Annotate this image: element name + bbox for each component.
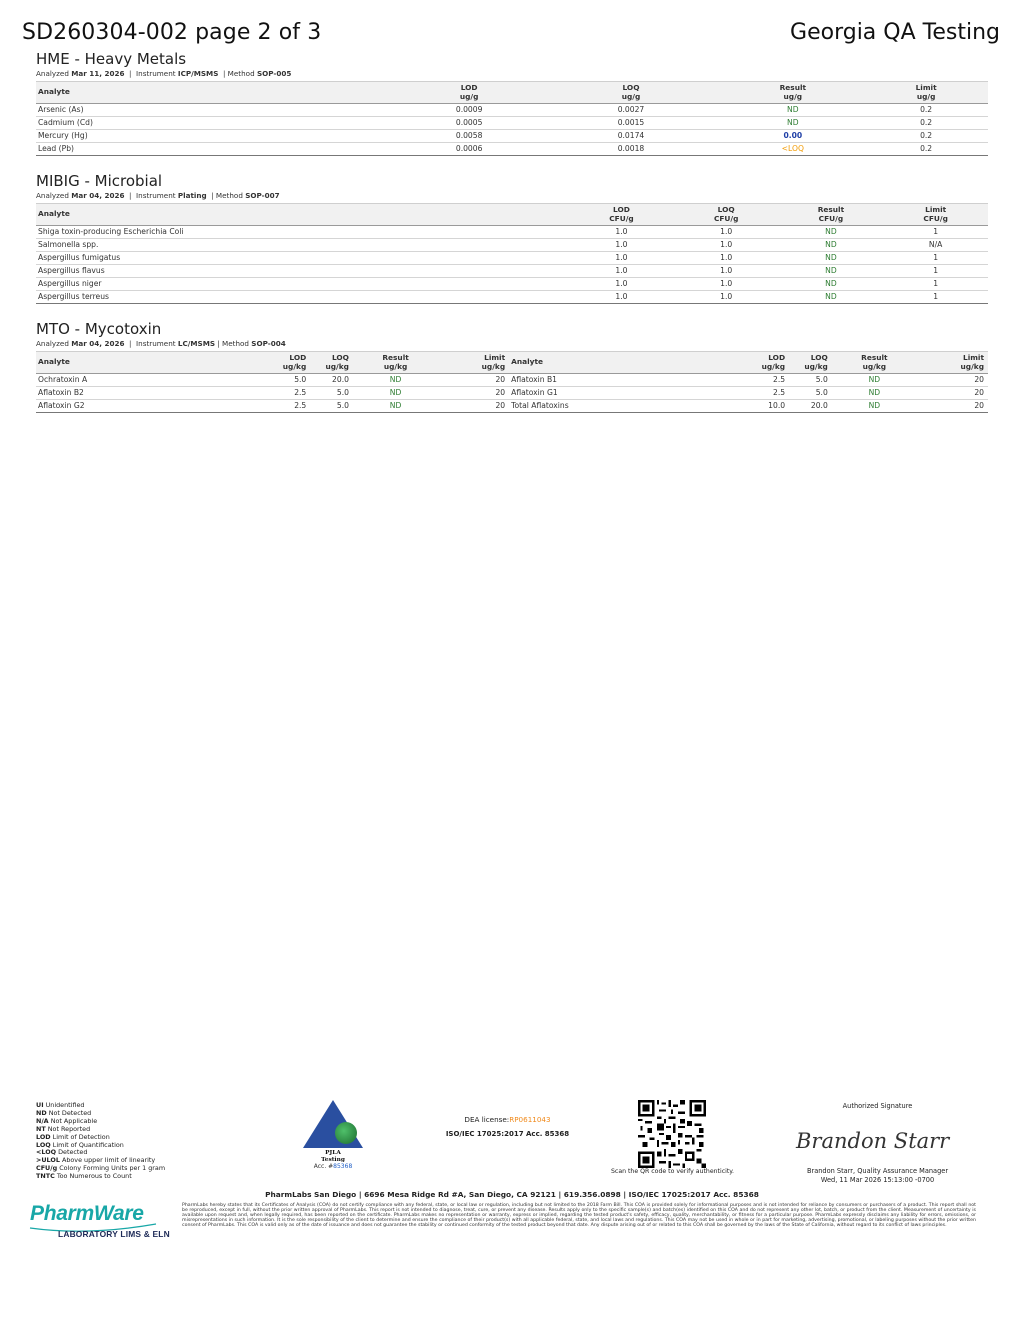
method-label: Method [222, 339, 249, 348]
col-limit: Limit ug/kg [960, 353, 984, 371]
limit-value: 1 [933, 292, 939, 301]
instrument-label: Instrument [136, 191, 176, 200]
dea-license: DEA license:RP0611043 [464, 1115, 551, 1124]
section-title: HME - Heavy Metals [36, 50, 187, 68]
col-result: Result ug/kg [382, 353, 409, 371]
pjla-triangle-icon [303, 1100, 363, 1148]
analyzed-label: Analyzed [36, 69, 69, 78]
col-lod: LOD CFU/g [609, 205, 634, 223]
analyte-name: Aspergillus fumigatus [38, 253, 121, 262]
method: SOP-007 [245, 191, 280, 200]
abbreviation-legend [36, 1102, 165, 1181]
section-meta: Analyzed Mar 11, 2026 | Instrument ICP/MSMS | Method SOP-005 [36, 69, 292, 78]
signature-glyphs: Brandon Starr [796, 1129, 950, 1153]
loq-value: 5.0 [336, 388, 349, 397]
loq-value: 5.0 [336, 401, 349, 410]
limit-value: 20 [495, 388, 506, 397]
limit-value: 20 [495, 401, 506, 410]
table-row [36, 226, 988, 239]
limit-value: 1 [933, 227, 939, 236]
report-id-page: SD260304-002 page 2 of 3 [22, 20, 322, 45]
limit-value: 20 [974, 401, 984, 410]
analyte-name: Cadmium (Cd) [38, 118, 93, 127]
loq-value: 0.0027 [617, 105, 645, 114]
table-row [36, 265, 988, 278]
result-value: ND [825, 279, 837, 288]
analyte-name: Shiga toxin-producing Escherichia Coli [38, 227, 184, 236]
loq-value: 1.0 [720, 292, 733, 301]
legend-item: CFU/g Colony Forming Units per 1 gram [36, 1164, 166, 1173]
analyte-name: Aspergillus terreus [38, 292, 109, 301]
method: SOP-005 [256, 69, 292, 78]
table-row [36, 143, 988, 156]
legend-item: UI Unidentified [36, 1101, 85, 1109]
col-loq: LOQ ug/kg [804, 353, 828, 371]
legend-item: >ULOL Above upper limit of linearity [36, 1156, 156, 1165]
result-value: ND [868, 401, 881, 410]
section-microbial [36, 172, 988, 304]
method-label: Method [215, 191, 243, 200]
analyzed-date: Mar 04, 2026 [71, 191, 125, 200]
table-row [36, 278, 988, 291]
qr-code-icon[interactable] [638, 1100, 706, 1168]
section-mycotoxin [36, 320, 988, 413]
result-value: ND [868, 388, 881, 397]
analyte-name: Salmonella spp. [38, 240, 99, 249]
results-table [36, 351, 988, 413]
loq-value: 1.0 [720, 240, 733, 249]
analyte-name: Total Aflatoxins [511, 401, 569, 410]
col-limit: Limit CFU/g [923, 205, 948, 223]
limit-value: 1 [933, 279, 939, 288]
col-lod: LOD ug/kg [761, 353, 786, 371]
analyte-name: Ochratoxin A [38, 375, 88, 384]
limit-value: 1 [933, 266, 939, 275]
lod-value: 2.5 [773, 388, 786, 397]
legend-item: NT Not Reported [36, 1124, 91, 1133]
lod-value: 5.0 [294, 375, 307, 384]
pjla-accreditation-number: Acc. #85368 [313, 1163, 353, 1170]
col-analyte: Analyte [511, 357, 543, 367]
loq-value: 1.0 [720, 227, 733, 236]
license-info [440, 1113, 575, 1141]
limit-value: 1 [933, 253, 939, 262]
table-row [36, 400, 988, 413]
instrument: Plating [177, 191, 207, 200]
instrument: LC/MSMS [177, 339, 216, 348]
analyzed-label: Analyzed [36, 191, 69, 200]
table-row [36, 252, 988, 265]
lod-value: 1.0 [615, 253, 628, 262]
result-value: ND [787, 105, 799, 114]
table-header-row [36, 352, 988, 374]
legend-item: N/A Not Applicable [36, 1116, 98, 1125]
col-analyte: Analyte [38, 357, 70, 367]
section-title: MTO - Mycotoxin [36, 320, 162, 338]
signatory [790, 1167, 965, 1184]
analyte-name: Arsenic (As) [38, 105, 84, 114]
lod-value: 1.0 [615, 227, 628, 236]
logo-wordmark: PharmWare [30, 1202, 144, 1225]
col-result: Result ug/g [779, 83, 807, 101]
result-value: ND [825, 253, 837, 262]
analyte-name: Aflatoxin G1 [511, 388, 558, 397]
loq-value: 0.0174 [617, 131, 645, 140]
legend-item: TNTC Too Numerous to Count [36, 1172, 132, 1181]
result-value: ND [825, 240, 837, 249]
analyte-name: Aflatoxin B1 [511, 375, 558, 384]
lod-value: 0.0009 [455, 105, 483, 114]
limit-value: 20 [495, 375, 506, 384]
table-row [36, 291, 988, 304]
section-meta: Analyzed Mar 04, 2026 | Instrument LC/MSMS | Method SOP-004 [36, 339, 286, 348]
pjla-label: PJLA Testing [321, 1150, 345, 1163]
pjla-globe-icon [335, 1122, 357, 1144]
loq-value: 1.0 [720, 253, 733, 262]
instrument-label: Instrument [136, 69, 176, 78]
result-value: ND [825, 227, 837, 236]
legend-item: LOD Limit of Detection [36, 1132, 110, 1141]
result-value: ND [389, 388, 402, 397]
col-analyte: Analyte [38, 87, 70, 97]
lod-value: 1.0 [615, 279, 628, 288]
col-loq: LOQ ug/g [621, 83, 641, 101]
limit-value: N/A [928, 240, 943, 249]
legal-disclaimer: PharmLabs hereby states that its Certificates of Analysis (COA) do not certify compliance with any federal, state, or local law or regulation, including but not limited to the 2018 Farm Bill. This COA is provided solely for informational purposes and is not intended for reliance by consumers or purchasers of a product. This report shall not be reproduced, except in full, without the prior written approval of PharmLabs. This report is not intended to diagnose, treat, cure, or prevent any disease. Results apply only to the specific sample(s) and batch(es) identified on this COA and do not represent any other lot, batch, or product from the client. Measurement of uncertainty is available upon request and, when legally required, has been reported on the certificate. PharmLabs makes no representation or warranty, express or implied, regarding the tested product's safety, efficacy, quality, merchantability, or fitness for a particular purpose. PharmLabs expressly disclaims any liability for errors, omissions, or misrepresentations in such information. It is the sole responsibility of the client to determine and ensure the compliance of their product(s) with all applicable federal, state, and local laws and regulations. This COA may not be used in whole or in part for marketing, advertising, promotional, or labeling purposes without the prior written consent of PharmLabs. This COA is valid only as of the date of issuance and does not guarantee the stability or continued conformity of the tested product beyond that date. Any dispute arising out of or related to this COA shall be governed by the laws of the State of California, without regard to its conflict of laws principles. [182, 1203, 976, 1229]
result-value: ND [389, 401, 402, 410]
analyte-name: Aspergillus niger [38, 279, 102, 288]
analyzed-date: Mar 04, 2026 [71, 339, 125, 348]
logo-subtitle: LABORATORY LIMS & ELN [58, 1229, 170, 1239]
lod-value: 0.0006 [455, 144, 483, 153]
section-heavy-metals [36, 50, 988, 156]
method-label: Method [227, 69, 255, 78]
handwritten-signature [792, 1120, 962, 1158]
loq-value: 5.0 [815, 388, 828, 397]
lod-value: 1.0 [615, 292, 628, 301]
col-lod: LOD ug/g [459, 83, 479, 101]
lod-value: 2.5 [294, 401, 307, 410]
loq-value: 1.0 [720, 266, 733, 275]
limit-value: 0.2 [920, 118, 933, 127]
lod-value: 0.0058 [455, 131, 483, 140]
limit-value: 0.2 [920, 105, 933, 114]
col-limit: Limit ug/g [915, 83, 937, 101]
legend-item: LOQ Limit of Quantification [36, 1140, 124, 1149]
section-title: MIBIG - Microbial [36, 172, 163, 190]
qr-caption: Scan the QR code to verify authenticity. [611, 1168, 734, 1175]
lab-address: PharmLabs San Diego | 6696 Mesa Ridge Rd #A, San Diego, CA 92121 | 619.356.0898 | ISO/IEC 17025:2017 Acc. 85368 [265, 1190, 759, 1199]
result-value: 0.00 [783, 131, 803, 140]
limit-value: 20 [974, 375, 984, 384]
limit-value: 20 [974, 388, 984, 397]
limit-value: 0.2 [920, 131, 933, 140]
table-header-row [36, 82, 988, 104]
result-value: ND [825, 292, 837, 301]
lod-value: 1.0 [615, 240, 628, 249]
loq-value: 0.0018 [617, 144, 645, 153]
result-value: ND [868, 375, 881, 384]
table-header-row [36, 204, 988, 226]
client-name: Georgia QA Testing [790, 20, 1000, 45]
analyte-name: Mercury (Hg) [38, 131, 88, 140]
limit-value: 0.2 [920, 144, 933, 153]
result-value: ND [787, 118, 799, 127]
table-row [36, 374, 988, 387]
analyte-name: Lead (Pb) [38, 144, 74, 153]
loq-value: 1.0 [720, 279, 733, 288]
legend-item: ND Not Detected [36, 1108, 92, 1117]
table-row [36, 117, 988, 130]
signature-date: Wed, 11 Mar 2026 15:13:00 -0700 [820, 1175, 935, 1184]
instrument-label: Instrument [136, 339, 176, 348]
results-table [36, 203, 988, 304]
loq-value: 5.0 [815, 375, 828, 384]
col-result: Result CFU/g [817, 205, 845, 223]
col-analyte: Analyte [38, 209, 70, 219]
result-value: ND [825, 266, 837, 275]
analyte-name: Aflatoxin G2 [38, 401, 85, 410]
col-lod: LOD ug/kg [282, 353, 307, 371]
lod-value: 2.5 [294, 388, 307, 397]
lod-value: 1.0 [615, 266, 628, 275]
method: SOP-004 [251, 339, 286, 348]
loq-value: 0.0015 [617, 118, 645, 127]
result-value: <LOQ [781, 144, 804, 153]
signature-title: Authorized Signature [842, 1102, 913, 1110]
lod-value: 10.0 [768, 401, 786, 410]
table-row [36, 387, 988, 400]
col-result: Result ug/kg [861, 353, 888, 371]
result-value: ND [389, 375, 402, 384]
table-row [36, 130, 988, 143]
analyzed-date: Mar 11, 2026 [71, 69, 125, 78]
table-row [36, 104, 988, 117]
signatory-name: Brandon Starr, Quality Assurance Manager [806, 1167, 949, 1175]
lod-value: 0.0005 [455, 118, 483, 127]
iso-accreditation: ISO/IEC 17025:2017 Acc. 85368 [445, 1130, 570, 1138]
analyte-name: Aspergillus flavus [38, 266, 105, 275]
table-row [36, 239, 988, 252]
analyzed-label: Analyzed [36, 339, 69, 348]
instrument: ICP/MSMS [177, 69, 219, 78]
col-loq: LOQ CFU/g [713, 205, 739, 223]
legend-item: <LOQ Detected [36, 1148, 88, 1157]
col-limit: Limit ug/kg [481, 353, 506, 371]
section-meta: Analyzed Mar 04, 2026 | Instrument Plating | Method SOP-007 [36, 191, 280, 200]
lod-value: 2.5 [773, 375, 786, 384]
loq-value: 20.0 [332, 375, 349, 384]
results-table [36, 81, 988, 156]
col-loq: LOQ ug/kg [325, 353, 349, 371]
loq-value: 20.0 [810, 401, 828, 410]
analyte-name: Aflatoxin B2 [38, 388, 84, 397]
